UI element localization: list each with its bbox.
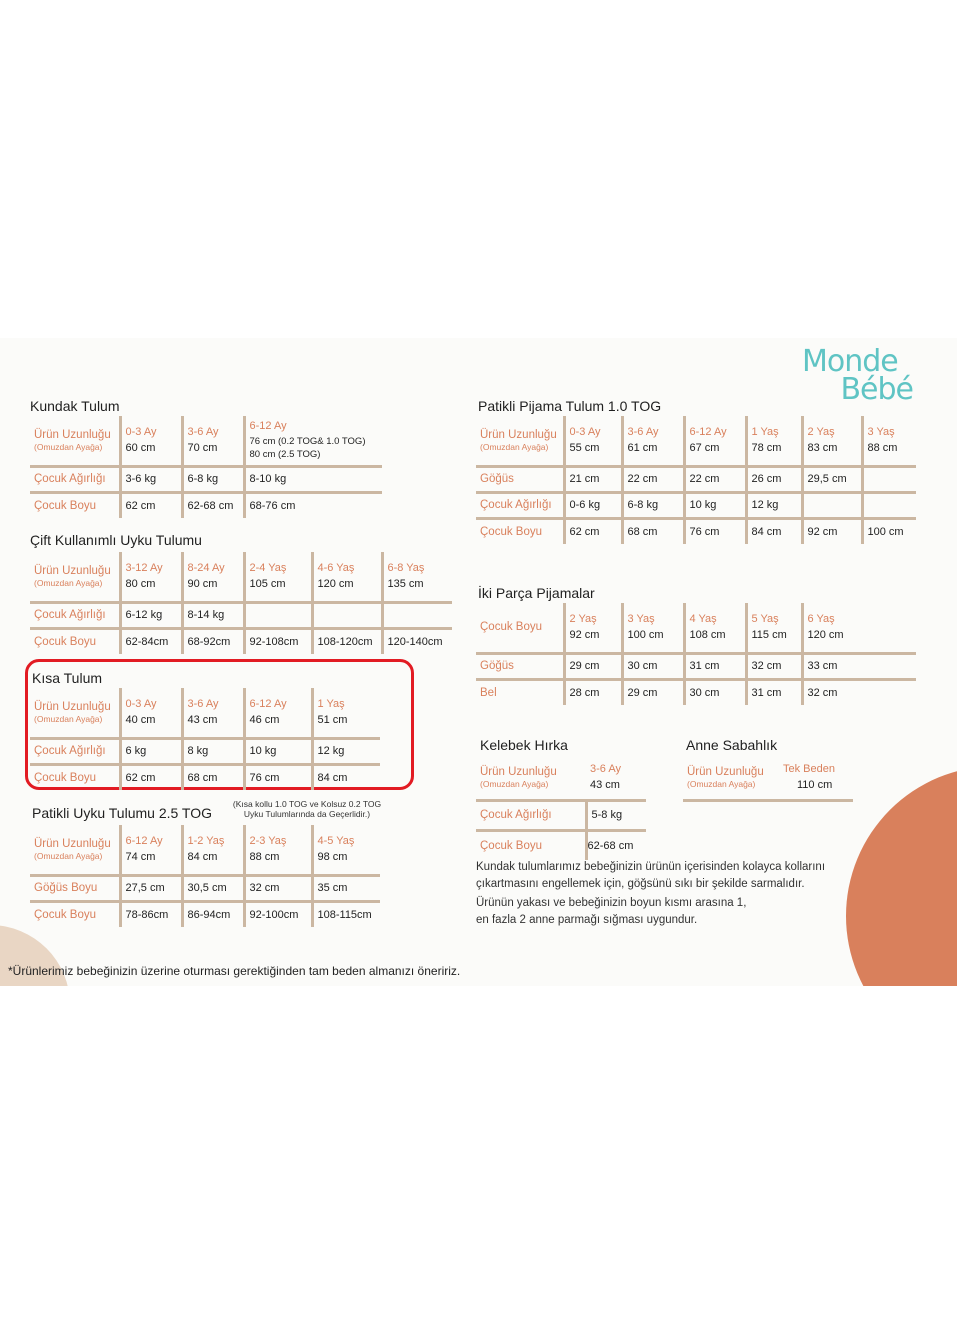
label-subtext: (Omuzdan Ayağa) xyxy=(34,577,103,588)
logo-line1: Monde xyxy=(802,344,898,379)
table-cell xyxy=(382,552,452,602)
cell-value: 78 cm xyxy=(751,442,782,455)
cell xyxy=(182,416,244,466)
cell-value: 88 cm xyxy=(867,442,898,455)
table-cell: 8-14 kg xyxy=(182,602,244,628)
kelebek-title: Kelebek Hırka xyxy=(480,737,568,753)
anne-title: Anne Sabahlık xyxy=(686,737,778,753)
label-subtext: (Omuzdan Ayağa) xyxy=(34,441,103,452)
size-header: 3-6 Ay xyxy=(187,426,219,439)
row-label: Çocuk Boyu xyxy=(30,764,120,790)
cell-value: 110 cm xyxy=(797,779,833,792)
cell-value: 120 cm xyxy=(807,629,844,642)
cell-value: 88 cm xyxy=(249,851,280,864)
cell-value: Ürün Uzunluğu xyxy=(480,765,557,778)
size-header: 0-3 Ay xyxy=(125,698,157,711)
table-cell: 108-115cm xyxy=(317,908,372,921)
table-cell xyxy=(312,602,382,628)
table-cell xyxy=(684,416,746,466)
size-header: 4-5 Yaş xyxy=(317,835,355,848)
table-cell: 21 cm xyxy=(564,466,622,492)
row-label: Göğüs xyxy=(476,466,564,492)
size-header: 2-4 Yaş xyxy=(249,562,287,575)
cell-value: 98 cm xyxy=(317,851,348,864)
row-label: Bel xyxy=(476,679,564,705)
table-cell: 10 kg xyxy=(244,738,312,764)
iki-parca-table xyxy=(476,603,916,705)
size-header: 5 Yaş xyxy=(751,613,779,626)
table-cell: 32 cm xyxy=(244,875,312,901)
cell-value: 92 cm xyxy=(569,629,600,642)
patikli-uyku-table xyxy=(30,825,380,927)
size-header: 3 Yaş xyxy=(867,426,895,439)
row-label: Çocuk Boyu xyxy=(476,518,564,544)
table-cell: 62 cm xyxy=(564,518,622,544)
size-header: 6-12 Ay xyxy=(249,698,287,711)
row-label xyxy=(476,416,564,466)
table-cell: 10 kg xyxy=(684,492,746,518)
size-header: 0-3 Ay xyxy=(569,426,601,439)
table-cell xyxy=(684,603,746,653)
patikli-pijama-table xyxy=(476,416,916,544)
table-cell xyxy=(564,603,622,653)
table-cell: 29,5 cm xyxy=(802,466,862,492)
cell: 6-8 kg xyxy=(182,466,244,492)
cell-value: 76 cm (0.2 TOG& 1.0 TOG) xyxy=(249,435,366,447)
table-cell: 29 cm xyxy=(564,653,622,679)
size-header: 3-6 Ay xyxy=(627,426,659,439)
logo-line2: Bébé xyxy=(840,372,913,407)
row-label xyxy=(683,756,779,800)
patikli-pijama-title: Patikli Pijama Tulum 1.0 TOG xyxy=(478,398,662,414)
footer-note: *Ürünlerimiz bebeğinizin üzerine oturması gerektiğinden tam beden almanızı öneririz. xyxy=(8,964,461,978)
row-label: Çocuk Boyu xyxy=(476,830,586,860)
size-header: 6-8 Yaş xyxy=(387,562,425,575)
table-cell: 5-8 kg xyxy=(586,800,646,830)
cell xyxy=(244,416,382,466)
kelebek-table xyxy=(476,756,646,860)
row-label: Çocuk Ağırlığı xyxy=(30,602,120,628)
table-cell: 84 cm xyxy=(317,771,348,784)
row-label: Çocuk Boyu xyxy=(30,628,120,654)
cell-value: 135 cm xyxy=(387,578,424,591)
table-cell: 76 cm xyxy=(244,764,312,790)
table-cell: 29 cm xyxy=(622,679,684,705)
row-label: Çocuk Boyu xyxy=(30,492,120,518)
size-header: 3-12 Ay xyxy=(125,562,163,575)
table-cell xyxy=(746,416,802,466)
table-cell: 33 cm xyxy=(802,653,916,679)
kundak-title: Kundak Tulum xyxy=(30,398,120,414)
row-label xyxy=(30,416,120,466)
cell: 68-76 cm xyxy=(249,499,296,512)
table-cell: 92-100cm xyxy=(244,901,312,927)
table-cell: 6-12 kg xyxy=(120,602,182,628)
anne-table xyxy=(683,756,853,802)
table-cell xyxy=(120,825,182,875)
size-header: 1 Yaş xyxy=(317,698,345,711)
size-header: 4 Yaş xyxy=(689,613,717,626)
row-label: Çocuk Ağırlığı xyxy=(476,800,586,830)
table-cell xyxy=(120,688,182,738)
table-cell: 8 kg xyxy=(182,738,244,764)
cell-value: 120 cm xyxy=(317,578,354,591)
cell-value: Ürün Uzunluğu xyxy=(34,837,111,850)
size-header: 2-3 Yaş xyxy=(249,835,287,848)
table-cell: 78-86cm xyxy=(120,901,182,927)
row-label: Çocuk Ağırlığı xyxy=(30,738,120,764)
table-cell xyxy=(862,416,916,466)
size-header: 2 Yaş xyxy=(569,613,597,626)
table-cell xyxy=(382,602,452,628)
table-cell xyxy=(862,492,916,518)
size-header: 1-2 Yaş xyxy=(187,835,225,848)
table-cell xyxy=(244,552,312,602)
table-cell xyxy=(802,416,862,466)
kisa-title: Kısa Tulum xyxy=(32,670,103,686)
table-cell xyxy=(312,552,382,602)
table-cell xyxy=(244,602,312,628)
row-label: Göğüs xyxy=(476,653,564,679)
info-paragraph-1: Kundak tulumlarımız bebeğinizin ürünün içerisinden kolayca kollarını çıkartmasını engellemek için, göğsünü sıkı bir şekilde sarmalıdır. xyxy=(476,861,826,890)
cell-value: 105 cm xyxy=(249,578,286,591)
cell-value: 115 cm xyxy=(751,629,787,642)
cell: 62-68 cm xyxy=(182,492,244,518)
row-label: Çocuk Boyu xyxy=(30,901,120,927)
table-cell xyxy=(182,688,244,738)
table-cell: 31 cm xyxy=(684,653,746,679)
table-cell: 30 cm xyxy=(684,679,746,705)
size-header: 6-12 Ay xyxy=(125,835,163,848)
label-subtext: (Omuzdan Ayağa) xyxy=(480,441,549,452)
cell-value: 46 cm xyxy=(249,714,280,727)
table-cell: 22 cm xyxy=(684,466,746,492)
table-cell xyxy=(244,688,312,738)
table-cell xyxy=(312,688,380,738)
label-subtext: (Omuzdan Ayağa) xyxy=(687,778,756,789)
table-cell: 31 cm xyxy=(746,679,802,705)
row-label: Çocuk Ağırlığı xyxy=(30,466,120,492)
cell-value: 40 cm xyxy=(125,714,156,727)
cell: 62 cm xyxy=(120,492,182,518)
cell: 3-6 kg xyxy=(120,466,182,492)
table-cell: 0-6 kg xyxy=(564,492,622,518)
table-cell xyxy=(586,756,646,800)
cell-value: 80 cm (2.5 TOG) xyxy=(249,448,321,460)
table-cell: 27,5 cm xyxy=(120,875,182,901)
cell-value: 43 cm xyxy=(590,779,620,792)
table-cell: 12 kg xyxy=(746,492,802,518)
table-cell: 32 cm xyxy=(807,686,838,699)
size-header: 3-6 Ay xyxy=(590,763,621,776)
table-cell xyxy=(622,416,684,466)
info-paragraph-2: Ürünün yakası ve bebeğinizin boyun kısmı arasına 1, en fazla 2 anne parmağı sığması uygundur. xyxy=(476,897,747,926)
cell-value: 108 cm xyxy=(689,629,726,642)
cell-value: 100 cm xyxy=(627,629,664,642)
cell-value: 83 cm xyxy=(807,442,838,455)
cell-value: 43 cm xyxy=(187,714,218,727)
row-label xyxy=(30,825,120,875)
table-cell xyxy=(120,552,182,602)
cell-value: 51 cm xyxy=(317,714,348,727)
table-cell: 62-84cm xyxy=(120,628,182,654)
cift-table xyxy=(30,552,452,654)
cell-value: 67 cm xyxy=(689,442,720,455)
patikli-uyku-title: Patikli Uyku Tulumu 2.5 TOG xyxy=(32,805,212,821)
table-cell: 6-8 kg xyxy=(622,492,684,518)
label-subtext: (Omuzdan Ayağa) xyxy=(34,850,103,861)
table-cell xyxy=(182,825,244,875)
size-header: 6-12 Ay xyxy=(249,419,287,432)
cell-value: 70 cm xyxy=(187,442,218,455)
cell-value: Ürün Uzunluğu xyxy=(34,428,111,441)
table-cell: 68-92cm xyxy=(182,628,244,654)
table-cell xyxy=(312,825,380,875)
size-header: 0-3 Ay xyxy=(125,426,157,439)
table-cell: 62 cm xyxy=(120,764,182,790)
table-cell xyxy=(182,552,244,602)
row-label xyxy=(30,688,120,738)
table-cell: 86-94cm xyxy=(182,901,244,927)
size-header: 3-6 Ay xyxy=(187,698,219,711)
row-label xyxy=(30,552,120,602)
cell xyxy=(120,416,182,466)
table-cell: 108-120cm xyxy=(312,628,382,654)
table-cell: 76 cm xyxy=(684,518,746,544)
cell-value: 61 cm xyxy=(627,442,658,455)
row-label: Çocuk Ağırlığı xyxy=(476,492,564,518)
table-cell xyxy=(802,492,862,518)
table-cell: 68 cm xyxy=(182,764,244,790)
table-cell xyxy=(622,603,684,653)
table-cell: 62-68 cm xyxy=(587,839,634,852)
size-header: 6 Yaş xyxy=(807,613,835,626)
row-label xyxy=(476,756,586,800)
cell-value: Ürün Uzunluğu xyxy=(687,765,764,778)
table-cell xyxy=(746,603,802,653)
size-header: 8-24 Ay xyxy=(187,562,225,575)
blank-area xyxy=(0,986,957,1333)
cell-value: 60 cm xyxy=(125,442,156,455)
table-cell: 22 cm xyxy=(622,466,684,492)
table-cell: 120-140cm xyxy=(387,635,443,648)
size-header: 2 Yaş xyxy=(807,426,835,439)
table-cell: 30,5 cm xyxy=(182,875,244,901)
size-header: Tek Beden xyxy=(783,763,835,776)
patikli-uyku-note: (Kısa kollu 1.0 TOG ve Kolsuz 0.2 TOG Uyku Tulumlarında da Geçerlidir.) xyxy=(232,799,382,819)
label-subtext: (Omuzdan Ayağa) xyxy=(480,778,549,789)
table-cell: 92-108cm xyxy=(244,628,312,654)
table-cell: 6 kg xyxy=(120,738,182,764)
table-cell: 84 cm xyxy=(746,518,802,544)
kisa-table xyxy=(30,688,380,790)
size-header: 1 Yaş xyxy=(751,426,779,439)
table-cell: 12 kg xyxy=(312,738,380,764)
brand-logo xyxy=(802,344,917,407)
table-cell xyxy=(802,603,916,653)
label-subtext: (Omuzdan Ayağa) xyxy=(34,713,103,724)
iki-parca-title: İki Parça Pijamalar xyxy=(478,585,595,601)
size-header: 3 Yaş xyxy=(627,613,655,626)
cell-value: Ürün Uzunluğu xyxy=(34,700,111,713)
table-cell: 32 cm xyxy=(746,653,802,679)
table-cell: 30 cm xyxy=(622,653,684,679)
cell-value: 74 cm xyxy=(125,851,156,864)
size-header: 4-6 Yaş xyxy=(317,562,355,575)
size-header: 6-12 Ay xyxy=(689,426,727,439)
cift-title: Çift Kullanımlı Uyku Tulumu xyxy=(30,532,202,548)
cell: 8-10 kg xyxy=(244,466,382,492)
table-cell: 92 cm xyxy=(802,518,862,544)
row-label: Çocuk Boyu xyxy=(476,603,564,653)
table-cell: 68 cm xyxy=(622,518,684,544)
cell-value: Ürün Uzunluğu xyxy=(480,428,557,441)
table-cell: 100 cm xyxy=(867,525,904,538)
cell-value: 84 cm xyxy=(187,851,218,864)
table-cell xyxy=(779,756,853,800)
cell-value: 55 cm xyxy=(569,442,600,455)
cell-value: Ürün Uzunluğu xyxy=(34,564,111,577)
row-label: Göğüs Boyu xyxy=(30,875,120,901)
table-cell: 28 cm xyxy=(564,679,622,705)
table-cell xyxy=(564,416,622,466)
cell-value: 80 cm xyxy=(125,578,156,591)
table-cell xyxy=(862,466,916,492)
kundak-table xyxy=(30,416,382,518)
cell-value: 90 cm xyxy=(187,578,218,591)
table-cell: 35 cm xyxy=(312,875,380,901)
table-cell: 26 cm xyxy=(746,466,802,492)
table-cell xyxy=(244,825,312,875)
